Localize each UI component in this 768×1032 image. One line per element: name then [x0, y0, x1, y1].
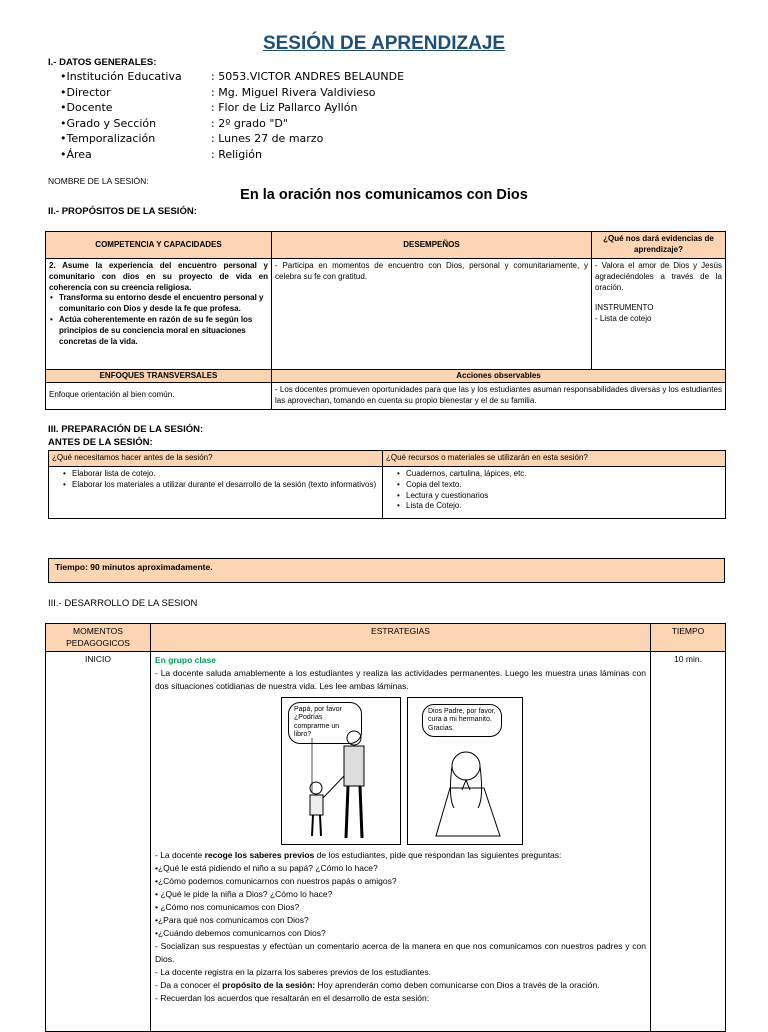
datos-label: •Docente [60, 101, 113, 114]
hacer-cell [49, 467, 383, 519]
evidencias-cell [592, 259, 726, 370]
datos-label: •Temporalización [60, 132, 156, 145]
grupo-clase-label: En grupo clase [155, 655, 216, 665]
saberes-line [155, 849, 646, 862]
capacidad-item: • Actúa coherentemente en razón de su fe según los principios de su conciencia moral en situaciones concretas de la vida. [59, 315, 268, 347]
instrumento-text: - Lista de cotejo [595, 314, 652, 324]
datos-value: : Mg. Miguel Rivera Valdivieso [211, 85, 376, 99]
proposito-text-c: Hoy aprenderán como deben comunicarse con Dios a través de la oración. [315, 980, 600, 990]
tiempo-box: Tiempo: 90 minutos aproximadamente. [48, 558, 725, 583]
padre-hijo-icon [282, 698, 400, 844]
header-desempenos: DESEMPEÑOS [272, 232, 592, 259]
header-competencia: COMPETENCIA Y CAPACIDADES [46, 232, 272, 259]
pregunta-item: • ¿Cómo nos comunicamos con Dios? [155, 902, 300, 912]
recurso-item: • Cuadernos, cartulina, lápices, etc. [406, 469, 722, 480]
datos-value: : 5053.VICTOR ANDRES BELAUNDE [211, 70, 405, 83]
pregunta-item: •¿Qué le está pidiendo el niño a su papá? ¿Cómo lo hace? [155, 863, 378, 873]
header-evidencias: ¿Qué nos dará evidencias de aprendizaje? [592, 232, 726, 259]
header-tiempo: TIEMPO [651, 624, 726, 652]
saberes-text-a: - La docente [155, 850, 205, 860]
desempeno-cell: - Participa en momentos de encuentro con Dios, personal y comunitariamente, y celebra su fe con gratitud. [272, 259, 592, 370]
preparacion-heading: III. PREPARACIÓN DE LA SESIÓN: [48, 424, 204, 435]
desarrollo-table [45, 623, 726, 1032]
recurso-item: • Lectura y cuestionarios [406, 491, 722, 502]
desarrollo-heading: III.- DESARROLLO DE LA SESION [48, 598, 198, 609]
enfoque-cell: Enfoque orientación al bien común. [46, 383, 272, 410]
header-hacer: ¿Qué necesitamos hacer antes de la sesión? [49, 451, 383, 467]
pregunta-item: •¿Cuándo debemos comunicarnos con Dios? [155, 928, 326, 938]
pregunta-item: •¿Para qué nos comunicamos con Dios? [155, 915, 309, 925]
proposito-text-b: propósito de la sesión: [222, 980, 316, 990]
bubble-nino: Papá, por favor ¿Podrías comprarme un libro? [288, 702, 362, 744]
preparacion-table [48, 450, 726, 519]
momento-inicio: INICIO [46, 652, 151, 1032]
page-title: SESIÓN DE APRENDIZAJE [262, 33, 506, 54]
competencia-text: 2. Asume la experiencia del encuentro personal y comunitario con dios en su proyecto de vida en coherencia con su creencia religiosa. [49, 261, 268, 292]
nina-orando-icon [408, 698, 522, 844]
intro-text: - La docente saluda amablemente a los estudiantes y realiza las actividades permanentes. Luego les muestra unas láminas con dos situaciones cotidianas de nuestra vida. Les lee ambas láminas. [155, 668, 646, 691]
recursos-cell [383, 467, 726, 519]
nombre-sesion-label: NOMBRE DE LA SESIÓN: [48, 176, 149, 186]
datos-label: •Grado y Sección [60, 116, 157, 130]
tiempo-inicio: 10 min. [651, 652, 726, 1032]
propositos-table [45, 231, 726, 410]
saberes-text-c: de los estudiantes, pide que respondan las siguientes preguntas: [314, 850, 562, 860]
datos-value: : 2º grado "D" [211, 116, 288, 130]
datos-label: •Institución Educativa [60, 70, 182, 83]
evidencia-text: - Valora el amor de Dios y Jesús agradeciéndoles a través de la oración. [595, 261, 722, 292]
proposito-text-a: - Da a conocer el [155, 980, 223, 990]
datos-value: : Lunes 27 de marzo [211, 132, 324, 145]
acciones-cell: - Los docentes promueven oportunidades para que las y los estudiantes asuman responsabilidades diversas y los estudiantes las aprovechan, tomando en cuenta su propio bienestar y el de su familia. [272, 383, 726, 410]
datos-label: •Área [60, 147, 92, 161]
competencia-cell [46, 259, 272, 370]
datos-value: : Religión [211, 147, 262, 161]
pregunta-item: • ¿Qué le pide la niña a Dios? ¿Cómo lo hace? [155, 889, 333, 899]
recurso-item: • Lista de Cotejo. [406, 501, 722, 512]
session-name: En la oración nos comunicamos con Dios [240, 187, 528, 203]
lamina-nina-orando [407, 697, 523, 845]
recurso-item: • Copia del texto. [406, 480, 722, 491]
propositos-heading: II.- PROPÓSITOS DE LA SESIÓN: [48, 206, 197, 217]
bubble-nina: Dios Padre, por favor, cura a mi hermanito. Gracias. [422, 704, 502, 737]
header-estrategias: ESTRATEGIAS [151, 624, 651, 652]
hacer-item: • Elaborar lista de cotejo. [72, 469, 379, 480]
capacidad-item: • Transforma su entorno desde el encuentro personal y comunitario con Dios y desde la fe que profesa. [59, 293, 268, 315]
antes-heading: ANTES DE LA SESIÓN: [48, 437, 153, 448]
saberes-text-b: recoge los saberes previos [204, 850, 315, 860]
header-enfoques: ENFOQUES TRANSVERSALES [46, 370, 272, 383]
datos-value: : Flor de Liz Pallarco Ayllón [211, 101, 358, 114]
socializan-text: - Socializan sus respuestas y efectúan un comentario acerca de la manera en que nos comunicamos con nuestros padres y con Dios. [155, 941, 646, 964]
header-acciones: Acciones observables [272, 370, 726, 383]
datos-label: •Director [60, 85, 111, 99]
instrumento-label: INSTRUMENTO [595, 303, 654, 313]
registra-text: - La docente registra en la pizarra los saberes previos de los estudiantes. [155, 967, 431, 977]
hacer-item: • Elaborar los materiales a utilizar durante el desarrollo de la sesión (texto informativos) [72, 480, 379, 491]
estrategias-cell [151, 652, 651, 1032]
header-momentos: MOMENTOS PEDAGOGICOS [46, 624, 151, 652]
laminas [155, 697, 646, 849]
lamina-padre-hijo [281, 697, 401, 845]
datos-generales-heading: I.- DATOS GENERALES: [48, 57, 157, 68]
acuerdos-text: - Recuerdan los acuerdos que resaltarán en el desarrollo de esta sesión: [155, 993, 430, 1003]
header-recursos: ¿Qué recursos o materiales se utilizarán en esta sesión? [383, 451, 726, 467]
pregunta-item: •¿Cómo podemos comunicarnos con nuestros papás o amigos? [155, 876, 397, 886]
proposito-line [155, 979, 646, 992]
